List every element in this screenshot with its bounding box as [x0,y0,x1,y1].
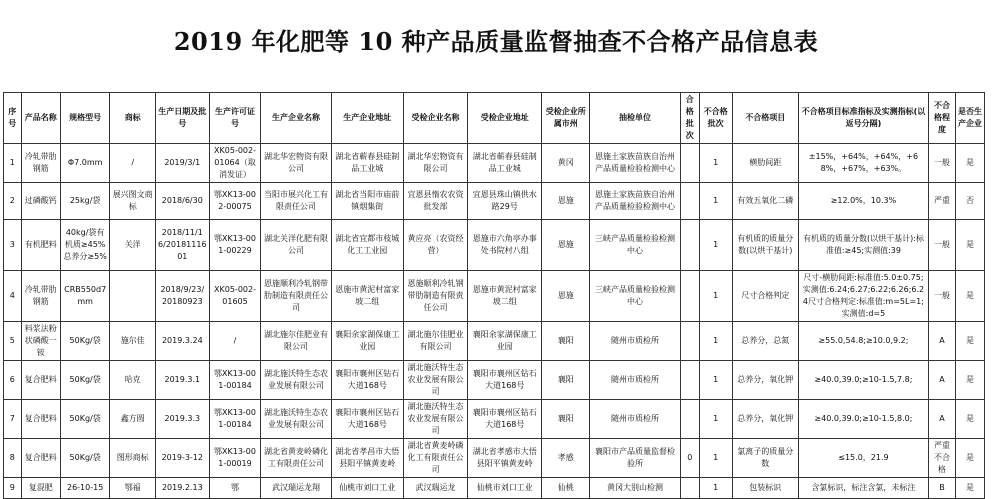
table-cell: 湖北施沃特生态农业发展有限公司 [403,361,467,400]
table-cell: Φ7.0mm [60,144,110,183]
table-cell: 随州市质检所 [590,322,681,361]
table-cell: 是 [955,400,984,439]
table-cell: CRB550d7mm [60,271,110,322]
table-cell: 总养分，氧化钾 [732,400,798,439]
table-cell: 恩施 [542,183,590,220]
table-cell: 0 [680,439,699,478]
table-cell: 鄂XK13-002-00075 [209,183,261,220]
table-cell: 宜恩县珠山镇供水路29号 [468,183,542,220]
table-cell: A [929,322,956,361]
col-header-agency: 抽检单位 [590,93,681,144]
table-cell: 襄阳市襄州区钻石大道168号 [331,361,403,400]
table-cell: 恩施土家族苗族自治州产品质量检验检测中心 [590,183,681,220]
table-cell: / [209,322,261,361]
table-cell [680,478,699,499]
table-cell: 黄应亮（农资经营） [403,220,467,271]
col-header-product: 产品名称 [21,93,60,144]
col-header-indicator: 不合格项目标准指标及实测指标(以返号分隔) [798,93,928,144]
table-cell: 复合肥料 [21,439,60,478]
table-cell: 2019.3.1 [155,361,209,400]
col-header-fail: 不合格批次 [699,93,732,144]
table-cell: 恩施市黄泥村富家坡二组 [331,271,403,322]
table-cell [680,361,699,400]
table-cell: 湖北省孝昌市大悟县阳平镇黄麦岭 [331,439,403,478]
table-cell: 1 [699,400,732,439]
table-cell: 横肋间距 [732,144,798,183]
table-cell: ≥40.0,39.0;≥10-1.5,8.0; [798,400,928,439]
table-cell: 2019.3.24 [155,322,209,361]
table-cell: A [929,400,956,439]
table-cell: 襄阳 [542,322,590,361]
table-cell: 孝感 [542,439,590,478]
inspection-table [3,92,985,499]
table-cell: 1 [699,144,732,183]
table-cell: 是 [955,478,984,499]
table-cell: 湖北省黄麦岭磷化工有限责任公司 [261,439,331,478]
table-cell: 2018/11/16/2018111601 [155,220,209,271]
table-cell: 50Kg/袋 [60,400,110,439]
table-cell: ≥55.0,54.8;≥10.0,9.2; [798,322,928,361]
table-cell: 7 [4,400,22,439]
table-cell: 襄阳市产品质量监督检验所 [590,439,681,478]
table-cell: 1 [699,322,732,361]
table-cell: 50Kg/袋 [60,439,110,478]
table-cell: 黄冈大别山检测 [590,478,681,499]
table-cell: 26-10-15 [60,478,110,499]
table-cell: 1 [699,183,732,220]
table-cell: 2 [4,183,22,220]
table-row [4,322,985,361]
table-row [4,220,985,271]
table-cell: 恩施 [542,271,590,322]
col-header-is-maker: 是否生产企业 [955,93,984,144]
table-cell: ≤15.0，21.9 [798,439,928,478]
table-cell: 过磷酸钙 [21,183,60,220]
table-cell: 鄂 [209,478,261,499]
table-cell: 哈克 [110,361,155,400]
table-cell: 9 [4,478,22,499]
table-cell: 1 [699,478,732,499]
table-cell: 三峡产品质量检验检测中心 [590,271,681,322]
table-cell: 4 [4,271,22,322]
table-cell: 鄂XK13-001-00184 [209,400,261,439]
col-header-inspected-address: 受检企业地址 [468,93,542,144]
table-cell: 湖北省孝感市大悟县阳平镇黄麦岭 [468,439,542,478]
table-cell: 一般 [929,271,956,322]
page-title: 2019 年化肥等 10 种产品质量监督抽查不合格产品信息表 [173,27,819,56]
table-cell: 襄阳市襄州区钻石大道168号 [468,400,542,439]
table-cell: 1 [699,220,732,271]
table-cell: ≥40.0,39.0;≥10-1.5,7.8; [798,361,928,400]
table-cell: 随州市质检所 [590,400,681,439]
table-cell: 含氯标识，标注含氯，未标注 [798,478,928,499]
table-cell: 仙桃市刘口工业 [331,478,403,499]
table-cell: 恩施顺利冷轧钢带肋制造有限责任公司 [403,271,467,322]
col-header-severity: 不合格程度 [929,93,956,144]
table-cell: 湖北华宏物资有限公司 [261,144,331,183]
table-cell: 是 [955,144,984,183]
table-row [4,361,985,400]
table-cell [680,400,699,439]
table-cell: 2019.2.13 [155,478,209,499]
table-cell: 施尔佳 [110,322,155,361]
table-cell: 湖北省宜都市枝城化工工业园 [331,220,403,271]
table-row [4,144,985,183]
table-cell: 否 [955,183,984,220]
col-header-pass: 合格批次 [680,93,699,144]
table-cell: 2018/6/30 [155,183,209,220]
table-cell: 湖北省蕲春县硅制品工业城 [331,144,403,183]
table-cell: 冷轧带肋钢筋 [21,271,60,322]
table-cell: 是 [955,220,984,271]
table-row [4,271,985,322]
table-cell: 总养分，氧化钾 [732,361,798,400]
table-row [4,183,985,220]
table-cell: 6 [4,361,22,400]
table-cell: 25kg/袋 [60,183,110,220]
table-cell [110,271,155,322]
table-cell: 复合肥料 [21,361,60,400]
table-cell: 宜恩县惰农农资批发部 [403,183,467,220]
table-cell: XK05-002-01064（取消发证） [209,144,261,183]
col-header-city: 受检企业所属市州 [542,93,590,144]
table-cell: 40kg/袋有机质≥45%总养分≥5% [60,220,110,271]
table-cell: 湖北施沃特生态农业发展有限公司 [403,400,467,439]
table-cell: 1 [4,144,22,183]
table-cell: 是 [955,271,984,322]
table-cell: 总养分，总氮 [732,322,798,361]
col-header-fail-item: 不合格项目 [732,93,798,144]
table-cell [680,271,699,322]
table-cell: 湖北华宏物资有限公司 [403,144,467,183]
table-cell: 有机质的质量分数(以烘干基计) [732,220,798,271]
table-cell: 一般 [929,144,956,183]
table-cell: 恩施市黄泥村富家坡二组 [468,271,542,322]
table-cell [680,322,699,361]
col-header-seq: 序号 [4,93,22,144]
table-cell: 襄阳市襄州区钻石大道168号 [331,400,403,439]
table-row [4,439,985,478]
table-cell: 湖北施尔佳肥业有限公司 [403,322,467,361]
col-header-date: 生产日期及批号 [155,93,209,144]
table-cell: 2018/9/23/20180923 [155,271,209,322]
table-cell: 尺寸-横肋间距:标准值:5.0±0.75;实测值:6.24;6.27;6.22;6.26;6.24尺寸合格判定:标准值:m=5L=1;实测值:d=5 [798,271,928,322]
col-header-maker: 生产企业名称 [261,93,331,144]
table-cell: 湖北施沃特生态农业发展有限公司 [261,400,331,439]
table-row [4,400,985,439]
table-cell: 湖北省黄麦岭磷化工有限责任公司 [403,439,467,478]
col-header-maker-address: 生产企业地址 [331,93,403,144]
table-cell: 尺寸合格判定 [732,271,798,322]
table-cell: 随州市质检所 [590,361,681,400]
table-cell: 鑫方圆 [110,400,155,439]
table-cell: 复合肥料 [21,400,60,439]
table-cell: 1 [699,271,732,322]
table-cell: ±15%，+64%，+64%，+68%，+67%，+63%。 [798,144,928,183]
table-cell: 氯离子的质量分数 [732,439,798,478]
table-cell: A [929,361,956,400]
table-cell: 鄂XK13-001-00229 [209,220,261,271]
table-cell: 2019.3.3 [155,400,209,439]
table-cell: 8 [4,439,22,478]
table-cell [680,144,699,183]
table-cell: 有机质的质量分数(以烘干基计):标准值:≥45;实测值:39 [798,220,928,271]
table-cell: 3 [4,220,22,271]
table-cell: 襄阳市襄州区钻石大道168号 [468,361,542,400]
table-cell: 是 [955,361,984,400]
table-cell: 恩施土家族苗族自治州产品质量检验检测中心 [590,144,681,183]
table-cell: 料浆法粉状磷酸一铵 [21,322,60,361]
table-cell: 襄阳 [542,361,590,400]
table-cell: 襄阳 [542,400,590,439]
table-cell: 恩施市六角亭办事处书院村八组 [468,220,542,271]
table-cell: 鄂XK13-001-00184 [209,361,261,400]
table-cell: 仙桃市刘口工业 [468,478,542,499]
table-cell: B [929,478,956,499]
table-cell: 恩施顺利冷轧钢带肋制造有限责任公司 [261,271,331,322]
table-cell: 50Kg/袋 [60,361,110,400]
table-cell: 恩施 [542,220,590,271]
table-cell: 是 [955,439,984,478]
table-cell: 冷轧带肋钢筋 [21,144,60,183]
table-cell: 黄冈 [542,144,590,183]
table-cell: 2019/3/1 [155,144,209,183]
table-cell: 湖北关洋化肥有限公司 [261,220,331,271]
table-cell: 有效五氧化二磷 [732,183,798,220]
table-cell: XK05-002-01605 [209,271,261,322]
table-row [4,478,985,499]
table-cell: 1 [699,439,732,478]
table-cell: 鄂XK13-001-00019 [209,439,261,478]
table-cell: 武汉瑞运龙 [403,478,467,499]
table-cell: 当阳市展兴化工有限责任公司 [261,183,331,220]
col-header-inspected: 受检企业名称 [403,93,467,144]
table-cell: ≥12.0%，10.3% [798,183,928,220]
table-cell: 是 [955,322,984,361]
table-cell: 严重 [929,183,956,220]
table-cell: 湖北省蕲春县硅制品工业城 [468,144,542,183]
table-cell: 2019-3-12 [155,439,209,478]
table-cell: 湖北施尔佳肥业有限公司 [261,322,331,361]
table-cell: 襄阳余家湖保康工业园 [468,322,542,361]
table-cell: 一般 [929,220,956,271]
table-cell: 展兴图文商标 [110,183,155,220]
table-cell [680,220,699,271]
table-cell: 1 [699,361,732,400]
col-header-brand: 商标 [110,93,155,144]
table-cell: 严重不合格 [929,439,956,478]
table-cell: 湖北施沃特生态农业发展有限公司 [261,361,331,400]
table-cell: 三峡产品质量检验检测中心 [590,220,681,271]
header-row [4,93,985,144]
table-cell: 仙桃 [542,478,590,499]
table-cell [680,183,699,220]
col-header-license: 生产许可证号 [209,93,261,144]
table-cell: 关洋 [110,220,155,271]
table-cell: 湖北省当阳市庙前镇烟集街 [331,183,403,220]
table-cell: 武汉瑞运龙翔 [261,478,331,499]
table-cell: 包装标识 [732,478,798,499]
table-cell: 5 [4,322,22,361]
table-cell: 图形商标 [110,439,155,478]
table-cell: 鄂福 [110,478,155,499]
col-header-spec: 规格型号 [60,93,110,144]
table-cell: 有机肥料 [21,220,60,271]
table-cell: 50Kg/袋 [60,322,110,361]
table-cell: 襄阳余家湖保康工业园 [331,322,403,361]
table-cell: 复混肥 [21,478,60,499]
table-cell: / [110,144,155,183]
